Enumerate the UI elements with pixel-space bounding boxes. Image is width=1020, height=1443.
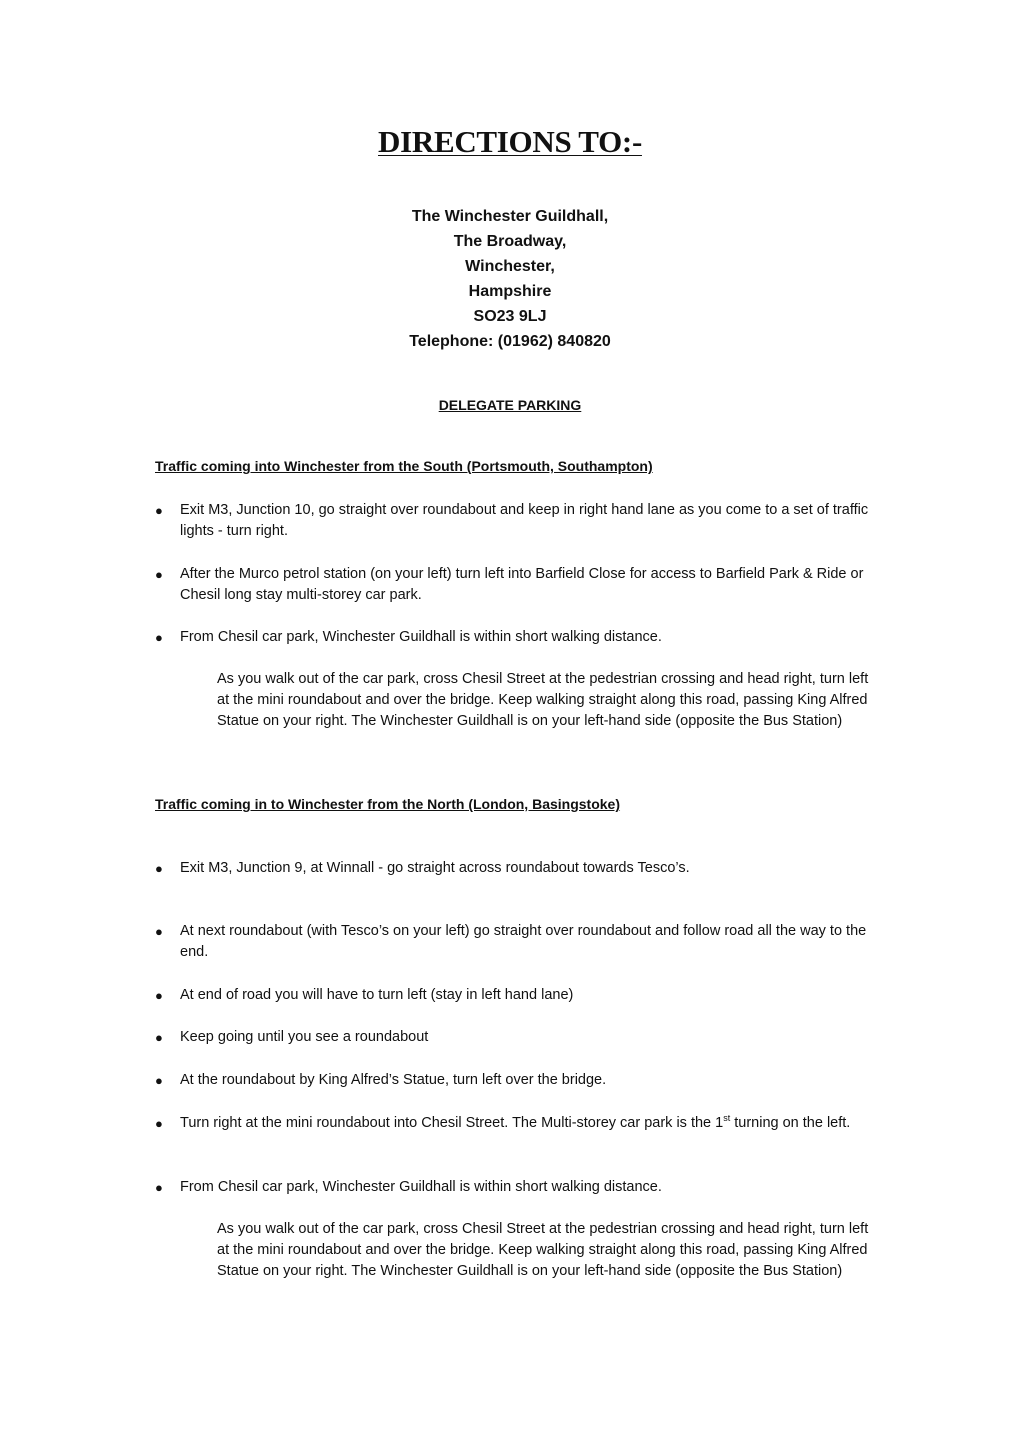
bullet-icon: ●: [155, 861, 163, 876]
south-heading: Traffic coming into Winchester from the South (Portsmouth, Southampton): [155, 458, 653, 474]
list-item: [155, 921, 875, 963]
turn-right-text-end: turning on the left.: [730, 1115, 851, 1131]
bullet-icon: ●: [155, 630, 163, 645]
list-item-text: At the roundabout by King Alfred’s Statue, turn left over the bridge.: [180, 1072, 607, 1088]
bullet-icon: ●: [155, 1030, 163, 1045]
list-item: [155, 1027, 875, 1048]
list-item-text: Exit M3, Junction 10, go straight over roundabout and keep in right hand lane as you come to a set of traffic lights - turn right.: [180, 502, 869, 539]
address-line-2: The Broadway,: [453, 233, 567, 250]
list-item: [155, 1177, 875, 1198]
address-line-3: Winchester,: [465, 258, 555, 275]
delegate-parking-heading: DELEGATE PARKING: [438, 397, 582, 413]
ordinal-suffix: st: [723, 1113, 731, 1124]
list-item-text: From Chesil car park, Winchester Guildhall is within short walking distance.: [180, 629, 662, 645]
bullet-icon: ●: [155, 567, 163, 582]
list-item-text: Exit M3, Junction 9, at Winnall - go straight across roundabout towards Tesco’s.: [180, 860, 690, 876]
list-item: [155, 500, 875, 542]
list-item: [155, 627, 875, 648]
list-item: [155, 858, 875, 879]
list-item-text: At end of road you will have to turn left (stay in left hand lane): [180, 987, 574, 1003]
list-item-text: From Chesil car park, Winchester Guildhall is within short walking distance.: [180, 1179, 662, 1195]
address-postcode: SO23 9LJ: [473, 308, 547, 325]
bullet-icon: ●: [155, 924, 163, 939]
bullet-icon: ●: [155, 988, 163, 1003]
south-walking-directions: As you walk out of the car park, cross Chesil Street at the pedestrian crossing and head right, turn left at the mini roundabout and over the bridge. Keep walking straight along this road, passing King Alfred Statue on your right. The Winchester Guildhall is on your left-hand side (opposite the Bus Station): [217, 671, 869, 729]
address-line-1: The Winchester Guildhall,: [411, 208, 609, 225]
address-telephone: Telephone: (01962) 840820: [409, 333, 611, 350]
bullet-icon: ●: [155, 503, 163, 518]
bullet-icon: ●: [155, 1116, 163, 1131]
list-item: [155, 985, 875, 1006]
list-item: [155, 564, 875, 606]
list-item: [155, 1070, 875, 1091]
list-item: [155, 1113, 875, 1134]
list-item-text: At next roundabout (with Tesco’s on your left) go straight over roundabout and follow road all the way to the end.: [180, 923, 867, 960]
bullet-icon: ●: [155, 1073, 163, 1088]
address-line-4: Hampshire: [468, 283, 552, 300]
north-heading: Traffic coming in to Winchester from the North (London, Basingstoke): [155, 796, 621, 812]
bullet-icon: ●: [155, 1180, 163, 1195]
list-item-text: After the Murco petrol station (on your left) turn left into Barfield Close for access to Barfield Park & Ride or Chesil long stay multi-storey car park.: [180, 566, 864, 603]
page-title: DIRECTIONS TO:-: [378, 124, 642, 159]
north-walking-directions: As you walk out of the car park, cross Chesil Street at the pedestrian crossing and head right, turn left at the mini roundabout and over the bridge. Keep walking straight along this road, passing King Alfred Statue on your right. The Winchester Guildhall is on your left-hand side (opposite the Bus Station): [217, 1221, 869, 1279]
list-item-text: [180, 1113, 875, 1134]
venue-address: [0, 204, 1020, 354]
turn-right-text: Turn right at the mini roundabout into Chesil Street. The Multi-storey car park is the 1: [180, 1115, 724, 1131]
list-item-text: Keep going until you see a roundabout: [180, 1029, 429, 1045]
